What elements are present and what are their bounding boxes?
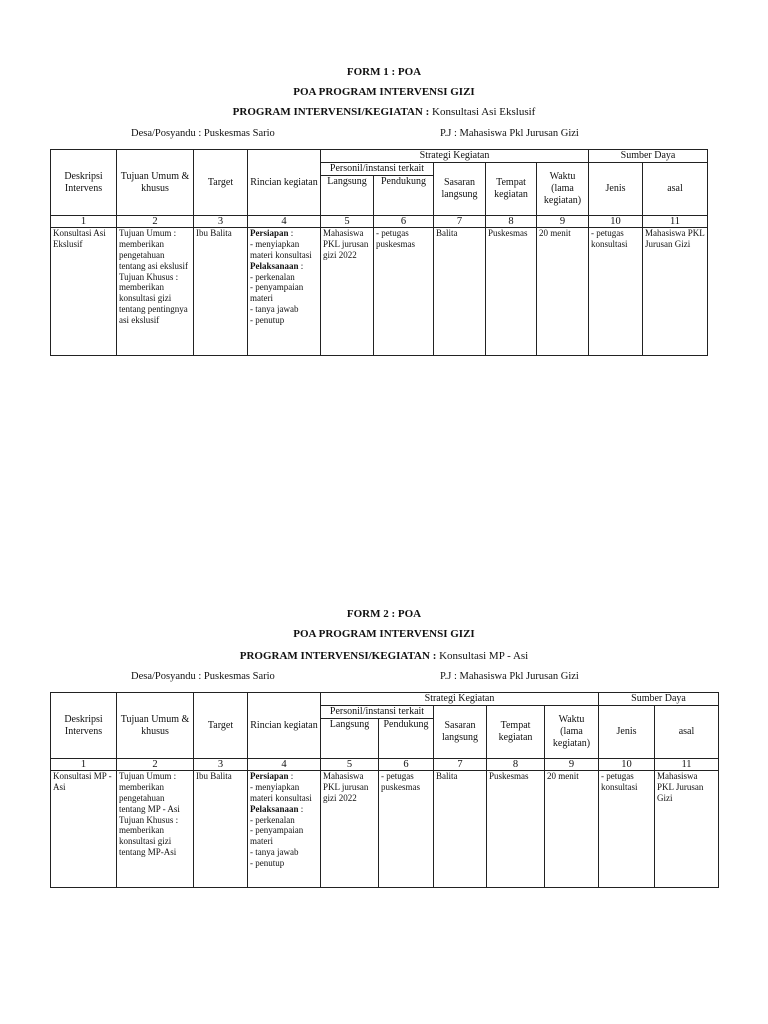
cell-asal: Mahasiswa PKL Jurusan Gizi — [655, 771, 719, 888]
cell-tempat: Puskesmas — [487, 771, 545, 888]
column-number: 6 — [374, 216, 434, 228]
pelaksanaan-item: - perkenalan — [250, 814, 295, 825]
pelaksanaan-item: - penutup — [250, 857, 285, 868]
column-number: 9 — [545, 759, 599, 771]
column-number: 7 — [434, 759, 487, 771]
header-strategi: Strategi Kegiatan — [321, 150, 589, 163]
persiapan-label: Persiapan — [250, 228, 289, 239]
table-row — [51, 228, 708, 356]
form-title: FORM 2 : POA — [346, 608, 422, 620]
header-deskripsi: Deskripsi Intervens — [51, 693, 117, 759]
header-pendukung: Pendukung — [379, 719, 434, 759]
header-tujuan: Tujuan Umum & khusus — [117, 693, 194, 759]
column-number: 9 — [537, 216, 589, 228]
column-number: 3 — [194, 216, 248, 228]
column-number: 7 — [434, 216, 486, 228]
cell-target: Ibu Balita — [194, 771, 248, 888]
header-rincian: Rincian kegiatan — [248, 150, 321, 216]
column-number: 4 — [248, 216, 321, 228]
header-tempat: Tempat kegiatan — [486, 163, 537, 216]
tujuan-khusus-label: Tujuan Khusus : — [119, 271, 179, 282]
header-tempat: Tempat kegiatan — [487, 706, 545, 759]
header-target: Target — [194, 150, 248, 216]
tujuan-khusus-text: memberikan konsultasi gizi tentang pentingnya asi ekslusif — [119, 282, 188, 325]
cell-deskripsi: Konsultasi MP - Asi — [51, 771, 117, 888]
cell-waktu: 20 menit — [537, 228, 589, 356]
cell-rincian: Persiapan : - menyiapkan materi konsultasi Pelaksanaan : - perkenalan - penyampaian materi - tanya jawab - penutup — [248, 771, 321, 888]
pelaksanaan-item: - penutup — [250, 314, 285, 325]
cell-jenis: - petugas konsultasi — [589, 228, 643, 356]
column-number: 11 — [655, 759, 719, 771]
poa-table — [50, 149, 708, 356]
tujuan-khusus-text: memberikan konsultasi gizi tentang MP-Asi — [119, 825, 177, 857]
program-value: Konsultasi MP - Asi — [436, 650, 529, 662]
cell-langsung: Mahasiswa PKL jurusan gizi 2022 — [321, 228, 374, 356]
desa-posyandu: Desa/Posyandu : Puskesmas Sario — [131, 671, 275, 682]
column-number: 2 — [117, 759, 194, 771]
column-number: 1 — [51, 759, 117, 771]
column-number: 5 — [321, 216, 374, 228]
form-title: FORM 1 : POA — [346, 66, 422, 78]
tujuan-umum-label: Tujuan Umum : — [119, 228, 177, 239]
persiapan-text: - menyiapkan materi konsultasi — [250, 782, 312, 803]
header-asal: asal — [643, 163, 708, 216]
desa-posyandu: Desa/Posyandu : Puskesmas Sario — [131, 128, 275, 139]
penanggung-jawab: P.J : Mahasiswa Pkl Jurusan Gizi — [440, 671, 579, 682]
header-sasaran: Sasaran langsung — [434, 706, 487, 759]
column-number: 11 — [643, 216, 708, 228]
cell-jenis: - petugas konsultasi — [599, 771, 655, 888]
header-jenis: Jenis — [589, 163, 643, 216]
header-deskripsi: Deskripsi Intervens — [51, 150, 117, 216]
cell-deskripsi: Konsultasi Asi Ekslusif — [51, 228, 117, 356]
poa-table — [50, 692, 719, 888]
persiapan-label: Persiapan — [250, 771, 289, 782]
program-line — [0, 106, 768, 118]
column-number: 3 — [194, 759, 248, 771]
column-number: 10 — [589, 216, 643, 228]
header-waktu: Waktu (lama kegiatan) — [537, 163, 589, 216]
persiapan-text: - menyiapkan materi konsultasi — [250, 239, 312, 260]
header-sasaran: Sasaran langsung — [434, 163, 486, 216]
program-title: POA PROGRAM INTERVENSI GIZI — [293, 86, 475, 98]
column-number: 8 — [487, 759, 545, 771]
header-waktu: Waktu (lama kegiatan) — [545, 706, 599, 759]
cell-asal: Mahasiswa PKL Jurusan Gizi — [643, 228, 708, 356]
cell-pendukung: - petugas puskesmas — [379, 771, 434, 888]
cell-langsung: Mahasiswa PKL jurusan gizi 2022 — [321, 771, 379, 888]
column-number: 2 — [117, 216, 194, 228]
cell-target: Ibu Balita — [194, 228, 248, 356]
cell-waktu: 20 menit — [545, 771, 599, 888]
header-jenis: Jenis — [599, 706, 655, 759]
header-asal: asal — [655, 706, 719, 759]
pelaksanaan-item: - tanya jawab — [250, 846, 299, 857]
cell-pendukung: - petugas puskesmas — [374, 228, 434, 356]
program-label: PROGRAM INTERVENSI/KEGIATAN : — [239, 650, 437, 662]
column-number: 10 — [599, 759, 655, 771]
header-langsung: Langsung — [321, 719, 379, 759]
header-sumber-daya: Sumber Daya — [599, 693, 719, 706]
tujuan-umum-label: Tujuan Umum : — [119, 771, 177, 782]
header-langsung: Langsung — [321, 176, 374, 216]
pelaksanaan-item: - penyampaian materi — [250, 825, 304, 847]
column-number: 6 — [379, 759, 434, 771]
header-sumber-daya: Sumber Daya — [589, 150, 708, 163]
pelaksanaan-item: - perkenalan — [250, 271, 295, 282]
header-tujuan: Tujuan Umum & khusus — [117, 150, 194, 216]
column-number: 4 — [248, 759, 321, 771]
penanggung-jawab: P.J : Mahasiswa Pkl Jurusan Gizi — [440, 128, 579, 139]
column-number: 5 — [321, 759, 379, 771]
program-line — [0, 650, 768, 662]
header-personil: Personil/instansi terkait — [321, 163, 434, 176]
cell-sasaran: Balita — [434, 228, 486, 356]
column-number: 1 — [51, 216, 117, 228]
column-number: 8 — [486, 216, 537, 228]
cell-tujuan — [117, 771, 194, 888]
pelaksanaan-item: - tanya jawab — [250, 303, 299, 314]
header-personil: Personil/instansi terkait — [321, 706, 434, 719]
cell-tempat: Puskesmas — [486, 228, 537, 356]
header-rincian: Rincian kegiatan — [248, 693, 321, 759]
tujuan-umum-text: memberikan pengetahuan tentang asi ekslusif — [119, 239, 188, 271]
cell-sasaran: Balita — [434, 771, 487, 888]
header-target: Target — [194, 693, 248, 759]
program-title: POA PROGRAM INTERVENSI GIZI — [293, 628, 475, 640]
cell-rincian: Persiapan : - menyiapkan materi konsultasi Pelaksanaan : - perkenalan - penyampaian materi - tanya jawab - penutup — [248, 228, 321, 356]
pelaksanaan-label: Pelaksanaan — [250, 803, 299, 814]
header-pendukung: Pendukung — [374, 176, 434, 216]
header-strategi: Strategi Kegiatan — [321, 693, 599, 706]
tujuan-khusus-label: Tujuan Khusus : — [119, 814, 179, 825]
pelaksanaan-label: Pelaksanaan — [250, 260, 299, 271]
table-row — [51, 771, 719, 888]
tujuan-umum-text: memberikan pengetahuan tentang MP - Asi — [119, 782, 180, 814]
cell-tujuan — [117, 228, 194, 356]
pelaksanaan-item: - penyampaian materi — [250, 282, 304, 304]
program-value: Konsultasi Asi Ekslusif — [429, 106, 536, 118]
program-label: PROGRAM INTERVENSI/KEGIATAN : — [232, 106, 430, 118]
